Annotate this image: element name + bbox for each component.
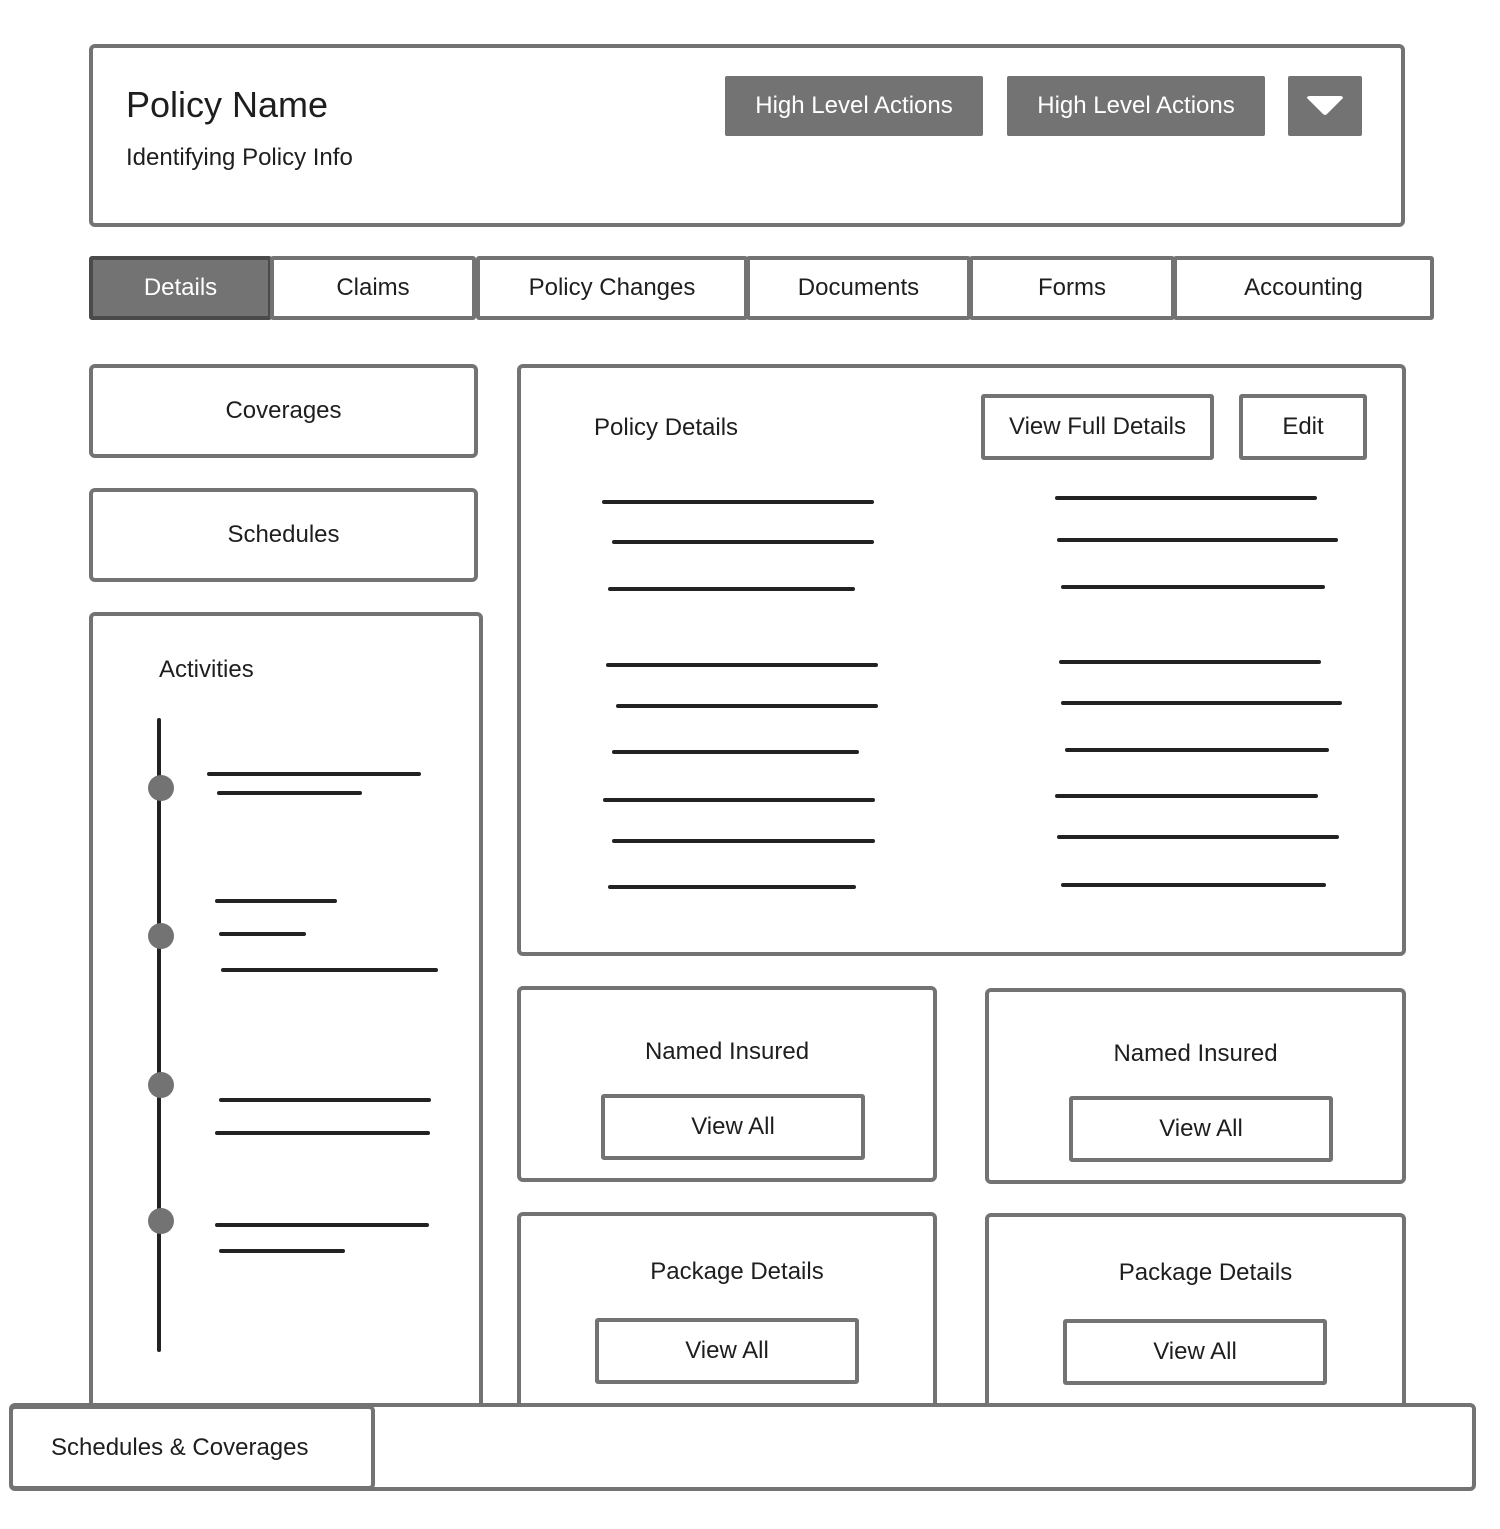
tab-policy-changes[interactable]: Policy Changes — [476, 256, 748, 320]
tab-accounting[interactable]: Accounting — [1173, 256, 1434, 320]
package-details-title: Package Details — [650, 1258, 824, 1285]
tab-documents[interactable]: Documents — [746, 256, 971, 320]
view-all-button[interactable]: View All — [601, 1094, 865, 1160]
timeline-dot — [148, 1208, 174, 1234]
activities-title: Activities — [159, 656, 254, 683]
high-level-action-button-1[interactable]: High Level Actions — [725, 76, 983, 136]
named-insured-title: Named Insured — [644, 1038, 810, 1065]
high-level-action-button-2[interactable]: High Level Actions — [1007, 76, 1265, 136]
edit-button[interactable]: Edit — [1239, 394, 1367, 460]
tab-forms[interactable]: Forms — [969, 256, 1175, 320]
timeline-dot — [148, 1072, 174, 1098]
view-full-details-button[interactable]: View Full Details — [981, 394, 1214, 460]
timeline-dot — [148, 923, 174, 949]
view-all-button[interactable]: View All — [1063, 1319, 1327, 1385]
view-all-button[interactable]: View All — [1069, 1096, 1333, 1162]
package-details-title: Package Details — [1118, 1259, 1293, 1286]
page-title: Policy Name — [126, 84, 329, 125]
coverages-label: Coverages — [225, 397, 342, 424]
footer-tab-label: Schedules & Coverages — [51, 1433, 309, 1461]
tab-details[interactable]: Details — [89, 256, 272, 320]
timeline-dot — [148, 775, 174, 801]
tab-claims[interactable]: Claims — [270, 256, 476, 320]
schedules-label: Schedules — [227, 521, 340, 548]
policy-subtitle: Identifying Policy Info — [126, 144, 353, 171]
named-insured-title: Named Insured — [1113, 1040, 1278, 1067]
view-all-button[interactable]: View All — [595, 1318, 859, 1384]
policy-details-title: Policy Details — [594, 414, 739, 441]
